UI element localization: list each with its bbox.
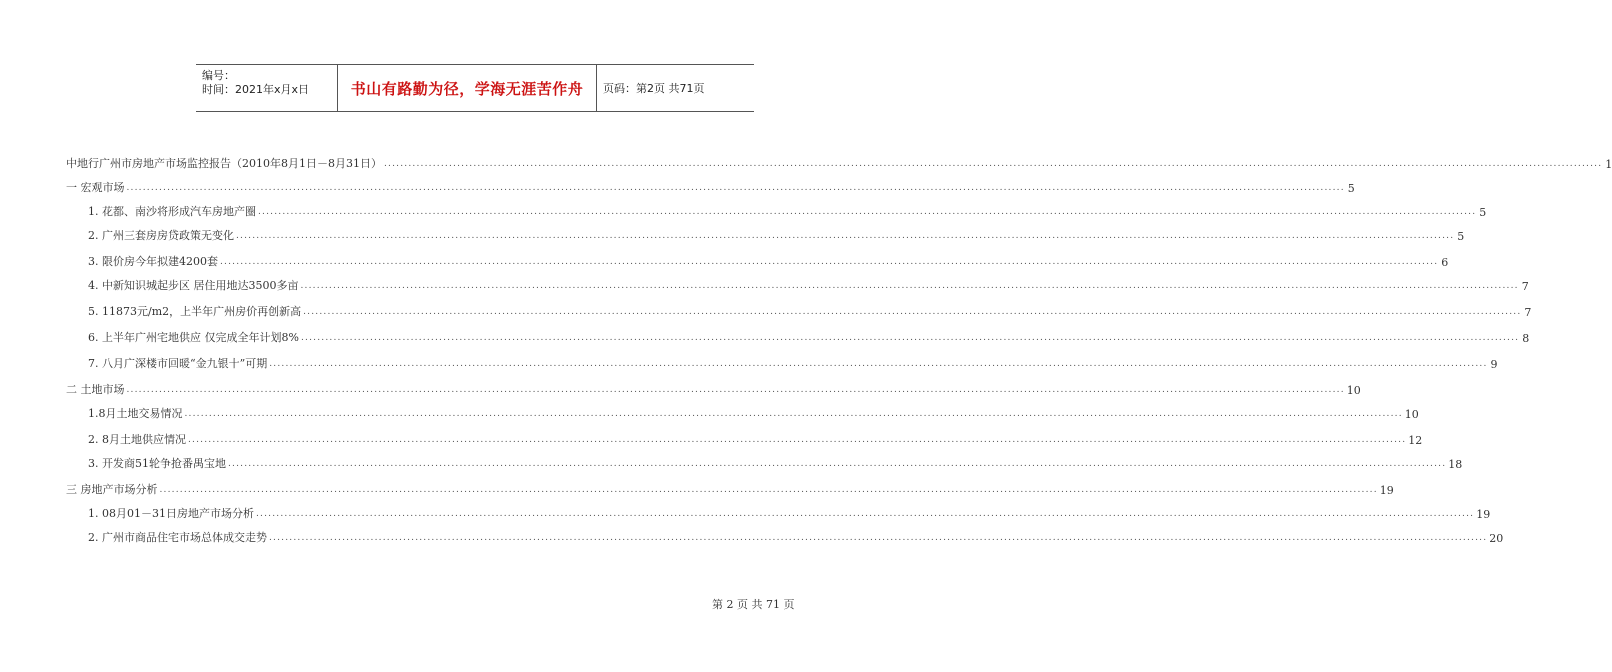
toc-entry-page: 5 <box>1347 182 1355 195</box>
toc-leader-dots: ............................................................................................................................................................................................................................................................................................................ <box>255 509 1475 519</box>
toc-entry[interactable] <box>88 455 1463 471</box>
toc-entry-page: 8 <box>1522 332 1530 345</box>
toc-entry-page: 7 <box>1521 280 1529 293</box>
toc-entry[interactable] <box>88 431 1423 447</box>
toc-leader-dots: ............................................................................................................................................................................................................................................................................................................ <box>269 533 1488 543</box>
toc-entry-page: 10 <box>1346 384 1361 397</box>
toc-entry-title: 3. 限价房今年拟建4200套 <box>88 255 218 268</box>
toc-entry-page: 5 <box>1457 230 1465 243</box>
toc-entry[interactable] <box>88 203 1487 219</box>
toc-entry-page: 20 <box>1489 532 1504 545</box>
header-page-info: 页码：第2页 共71页 <box>603 82 705 95</box>
page-footer: 第 2 页 共 71 页 <box>712 598 795 611</box>
toc-entry[interactable] <box>88 277 1529 293</box>
toc-entry-title: 3. 开发商51轮争抢番禺宝地 <box>88 457 226 470</box>
toc-leader-dots: ............................................................................................................................................................................................................................................................................................................ <box>258 207 1477 217</box>
toc-entry-title: 2. 广州三套房房贷政策无变化 <box>88 229 234 242</box>
toc-entry[interactable] <box>88 529 1504 545</box>
toc-entry-title: 一 宏观市场 <box>66 181 125 194</box>
toc-entry-title: 5. 11873元/m2，上半年广州房价再创新高 <box>88 305 302 318</box>
toc-entry-page: 9 <box>1490 358 1498 371</box>
toc-entry-title: 1. 花都、南沙将形成汽车房地产圈 <box>88 205 256 218</box>
toc-entry-page: 1 <box>1605 158 1612 171</box>
toc-entry-page: 19 <box>1379 484 1394 497</box>
toc-entry[interactable] <box>66 481 1394 497</box>
toc-entry[interactable] <box>66 381 1361 397</box>
header-meta <box>196 65 338 111</box>
toc-entry-page: 18 <box>1448 458 1463 471</box>
toc-leader-dots: ............................................................................................................................................................................................................................................................................................................ <box>303 307 1522 317</box>
toc-entry-title: 三 房地产市场分析 <box>66 483 158 496</box>
toc-leader-dots: ............................................................................................................................................................................................................................................................................................................ <box>384 159 1603 169</box>
toc-leader-dots: ............................................................................................................................................................................................................................................................................................................ <box>126 385 1345 395</box>
header-motto: 书山有路勤为径，学海无涯苦作舟 <box>338 65 597 111</box>
toc-entry[interactable] <box>88 405 1419 421</box>
page-header <box>196 64 754 112</box>
toc-entry-page: 6 <box>1441 256 1449 269</box>
toc-entry-title: 二 土地市场 <box>66 383 125 396</box>
toc-leader-dots: ............................................................................................................................................................................................................................................................................................................ <box>300 281 1519 291</box>
toc-entry[interactable] <box>88 505 1491 521</box>
toc-leader-dots: ............................................................................................................................................................................................................................................................................................................ <box>228 459 1447 469</box>
toc-leader-dots: ............................................................................................................................................................................................................................................................................................................ <box>126 183 1345 193</box>
toc-leader-dots: ............................................................................................................................................................................................................................................................................................................ <box>188 435 1407 445</box>
toc-entry[interactable] <box>88 227 1465 243</box>
toc-entry-title: 1. 08月01－31日房地产市场分析 <box>88 507 254 520</box>
toc-entry-page: 12 <box>1408 434 1423 447</box>
toc-leader-dots: ............................................................................................................................................................................................................................................................................................................ <box>220 257 1439 267</box>
toc-entry-title: 中地行广州市房地产市场监控报告（2010年8月1日－8月31日） <box>66 157 382 170</box>
toc-entry[interactable] <box>66 155 1612 171</box>
toc-entry-title: 4. 中新知识城起步区 居住用地达3500多亩 <box>88 279 299 292</box>
toc-leader-dots: ............................................................................................................................................................................................................................................................................................................ <box>300 333 1520 343</box>
toc-entry[interactable] <box>88 303 1532 319</box>
toc-leader-dots: ............................................................................................................................................................................................................................................................................................................ <box>159 485 1378 495</box>
toc-entry[interactable] <box>88 355 1498 371</box>
code-label: 编号： <box>202 69 235 82</box>
toc-entry-title: 2. 8月土地供应情况 <box>88 433 186 446</box>
toc-entry-page: 5 <box>1479 206 1487 219</box>
toc-entry-title: 2. 广州市商品住宅市场总体成交走势 <box>88 531 267 544</box>
toc-leader-dots: ............................................................................................................................................................................................................................................................................................................ <box>184 409 1403 419</box>
toc-entry-title: 6. 上半年广州宅地供应 仅完成全年计划8% <box>88 331 299 344</box>
time-label: 时间：2021年x月x日 <box>202 83 310 96</box>
toc-entry-title: 1.8月土地交易情况 <box>88 407 183 420</box>
toc-entry-title: 7. 八月广深楼市回暖“金九银十”可期 <box>88 357 268 370</box>
toc-entry-page: 10 <box>1404 408 1419 421</box>
toc-entry[interactable] <box>88 253 1449 269</box>
toc-leader-dots: ............................................................................................................................................................................................................................................................................................................ <box>269 359 1488 369</box>
toc-entry[interactable] <box>88 329 1530 345</box>
toc-entry-page: 19 <box>1476 508 1491 521</box>
toc-entry-page: 7 <box>1524 306 1532 319</box>
toc-entry[interactable] <box>66 179 1355 195</box>
toc-leader-dots: ............................................................................................................................................................................................................................................................................................................ <box>236 231 1455 241</box>
